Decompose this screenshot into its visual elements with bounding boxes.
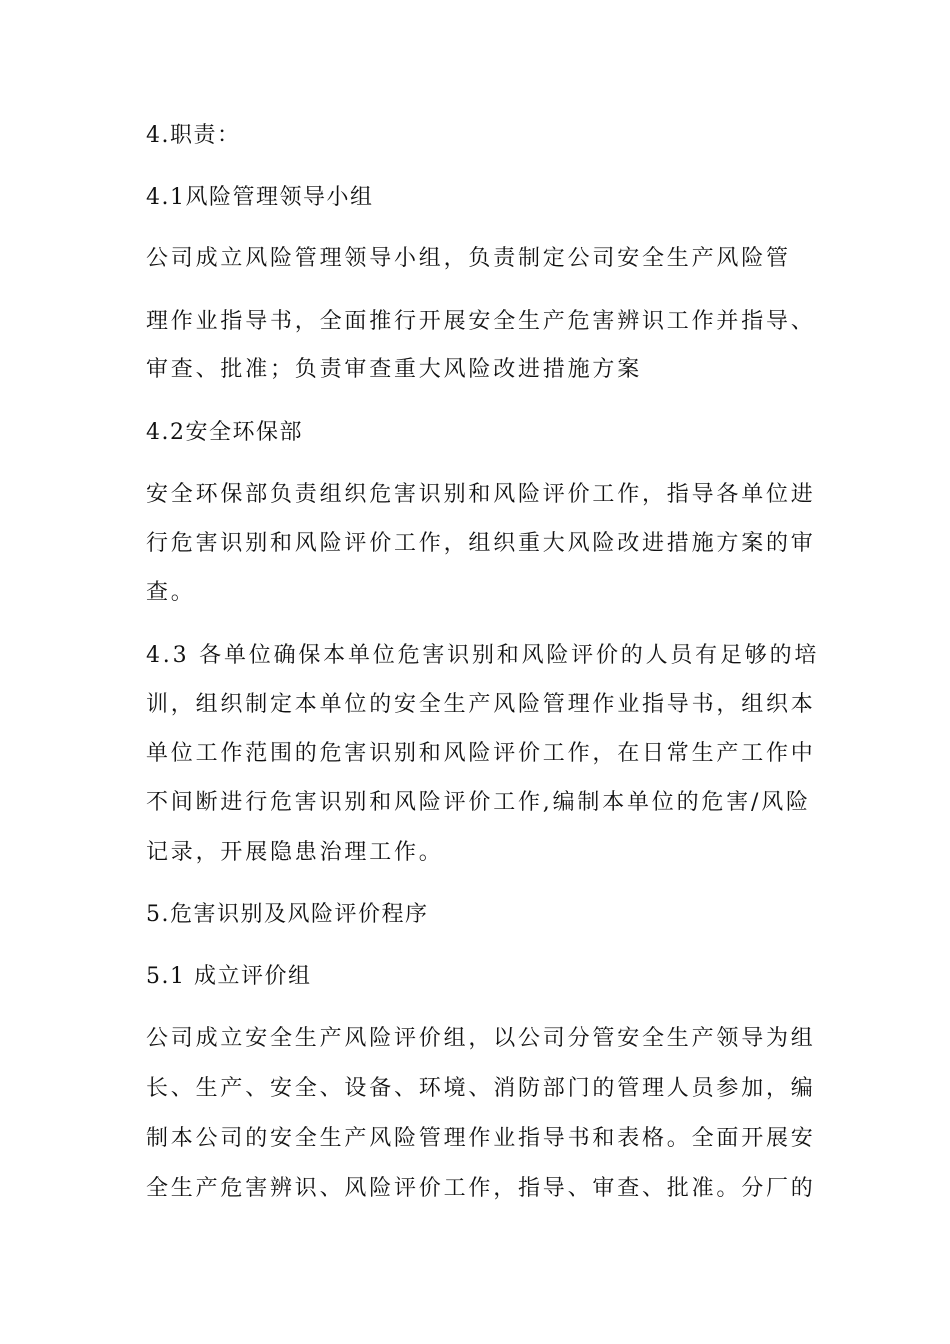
paragraph-line: 4.3 各单位确保本单位危害识别和风险评价的人员有足够的培 (146, 643, 820, 668)
subsection-heading-5-1: 5.1 成立评价组 (146, 964, 312, 989)
paragraph-line: 公司成立安全生产风险评价组，以公司分管安全生产领导为组 (146, 1026, 816, 1051)
subsection-heading-4-1: 4.1风险管理领导小组 (146, 185, 374, 210)
paragraph-line: 查。 (146, 580, 196, 605)
paragraph-line: 审查、批准；负责审查重大风险改进措施方案 (146, 357, 643, 382)
section-heading-5: 5.危害识别及风险评价程序 (146, 902, 429, 927)
paragraph-line: 行危害识别和风险评价工作，组织重大风险改进措施方案的审 (146, 531, 816, 556)
section-heading-4: 4.职责： (146, 123, 241, 148)
paragraph-line: 安全环保部负责组织危害识别和风险评价工作，指导各单位进 (146, 482, 816, 507)
paragraph-line: 训，组织制定本单位的安全生产风险管理作业指导书，组织本 (146, 692, 816, 717)
paragraph-line: 长、生产、安全、设备、环境、消防部门的管理人员参加，编 (146, 1076, 816, 1101)
paragraph-line: 单位工作范围的危害识别和风险评价工作，在日常生产工作中 (146, 741, 816, 766)
paragraph-line: 公司成立风险管理领导小组，负责制定公司安全生产风险管 (146, 246, 791, 271)
paragraph-line: 理作业指导书，全面推行开展安全生产危害辨识工作并指导、 (146, 309, 816, 334)
paragraph-line: 记录，开展隐患治理工作。 (146, 840, 444, 865)
subsection-heading-4-2: 4.2安全环保部 (146, 420, 303, 445)
paragraph-line: 制本公司的安全生产风险管理作业指导书和表格。全面开展安 (146, 1126, 816, 1151)
paragraph-line: 全生产危害辨识、风险评价工作，指导、审查、批准。分厂的 (146, 1176, 816, 1201)
paragraph-line: 不间断进行危害识别和风险评价工作,编制本单位的危害/风险 (146, 790, 811, 815)
